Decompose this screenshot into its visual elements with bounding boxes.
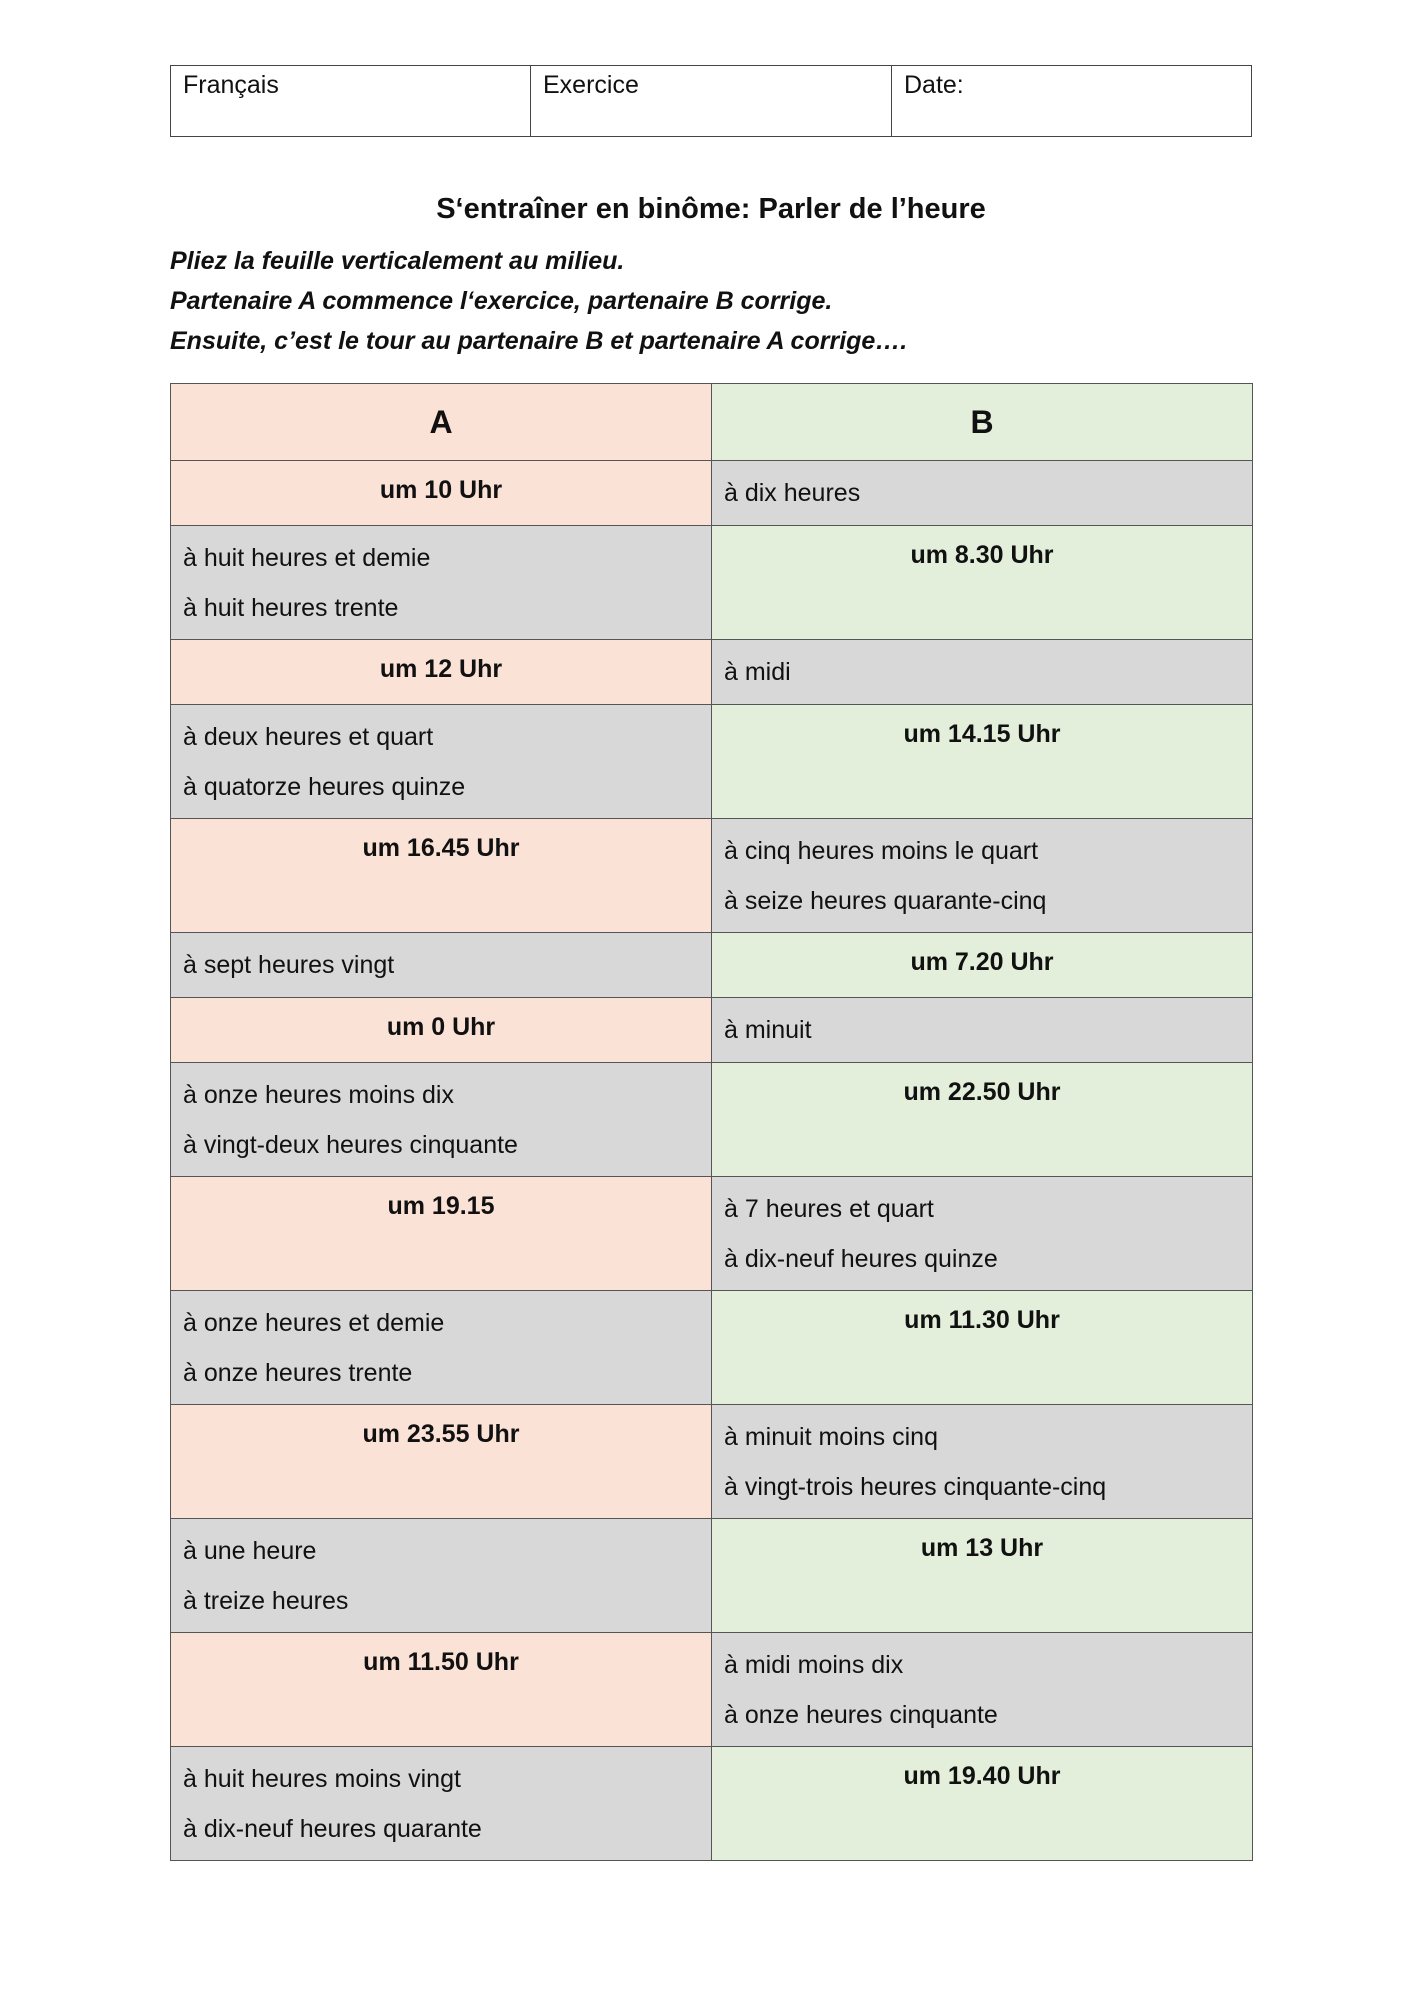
instruction-line: Pliez la feuille verticalement au milieu. [170,247,625,275]
answer-line: à huit heures trente [183,594,399,622]
answer-line: à huit heures moins vingt [183,1765,461,1793]
instructions [170,241,1252,361]
answer-line: à minuit [724,1016,812,1044]
answer-cell [171,1063,712,1177]
prompt-cell: um 19.15 [171,1177,712,1291]
prompt-cell: um 19.40 Uhr [712,1747,1253,1861]
answer-cell [171,1747,712,1861]
answer-line: à huit heures et demie [183,544,431,572]
prompt-cell: um 7.20 Uhr [712,933,1253,998]
table-row [171,1063,1253,1177]
table-row [171,1405,1253,1519]
answer-line: à dix heures [724,479,861,507]
answer-line: à seize heures quarante-cinq [724,887,1047,915]
answer-line: à onze heures moins dix [183,1081,454,1109]
answer-line: à onze heures trente [183,1359,413,1387]
prompt-cell: um 10 Uhr [171,461,712,526]
answer-cell [171,1291,712,1405]
prompt-cell: um 11.30 Uhr [712,1291,1253,1405]
answer-line: à dix-neuf heures quinze [724,1245,998,1273]
prompt-cell: um 14.15 Uhr [712,705,1253,819]
answer-cell [171,1519,712,1633]
exercise-table [170,383,1253,1861]
header-subject: Français [171,66,531,136]
prompt-cell: um 0 Uhr [171,998,712,1063]
table-row [171,640,1253,705]
answer-cell [171,526,712,640]
table-row [171,1633,1253,1747]
answer-line: à onze heures cinquante [724,1701,998,1729]
answer-cell [171,933,712,998]
prompt-cell: um 23.55 Uhr [171,1405,712,1519]
answer-cell [712,461,1253,526]
table-row [171,1747,1253,1861]
answer-line: à treize heures [183,1587,349,1615]
table-row [171,933,1253,998]
answer-line: à vingt-trois heures cinquante-cinq [724,1473,1107,1501]
header-date: Date: [904,71,964,99]
instruction-line: Ensuite, c’est le tour au partenaire B et partenaire A corrige…. [170,327,908,355]
table-row [171,461,1253,526]
answer-line: à cinq heures moins le quart [724,837,1039,865]
table-row [171,1519,1253,1633]
column-header-b: B [712,384,1253,461]
answer-cell [712,1177,1253,1291]
answer-line: à sept heures vingt [183,951,395,979]
table-row [171,1177,1253,1291]
answer-line: à vingt-deux heures cinquante [183,1131,518,1159]
header-type: Exercice [531,66,892,136]
exercise-rows [171,461,1253,1861]
column-header-a: A [171,384,712,461]
answer-line: à midi [724,658,791,686]
answer-line: à deux heures et quart [183,723,434,751]
answer-line: à onze heures et demie [183,1309,445,1337]
table-row [171,705,1253,819]
header-box [170,65,1252,137]
answer-line: à quatorze heures quinze [183,773,466,801]
answer-cell [712,998,1253,1063]
answer-line: à une heure [183,1537,317,1565]
table-row [171,526,1253,640]
answer-cell [712,640,1253,705]
table-row [171,1291,1253,1405]
answer-cell [171,705,712,819]
instruction-line: Partenaire A commence l‘exercice, partenaire B corrige. [170,287,833,315]
prompt-cell: um 22.50 Uhr [712,1063,1253,1177]
prompt-cell: um 13 Uhr [712,1519,1253,1633]
answer-line: à dix-neuf heures quarante [183,1815,482,1843]
prompt-cell: um 8.30 Uhr [712,526,1253,640]
answer-cell [712,819,1253,933]
table-row [171,998,1253,1063]
answer-line: à midi moins dix [724,1651,904,1679]
prompt-cell: um 11.50 Uhr [171,1633,712,1747]
table-row [171,819,1253,933]
answer-cell [712,1405,1253,1519]
worksheet-page [170,65,1252,1861]
prompt-cell: um 12 Uhr [171,640,712,705]
answer-line: à minuit moins cinq [724,1423,938,1451]
prompt-cell: um 16.45 Uhr [171,819,712,933]
answer-line: à 7 heures et quart [724,1195,934,1223]
page-title: S‘entraîner en binôme: Parler de l’heure [436,193,986,225]
answer-cell [712,1633,1253,1747]
